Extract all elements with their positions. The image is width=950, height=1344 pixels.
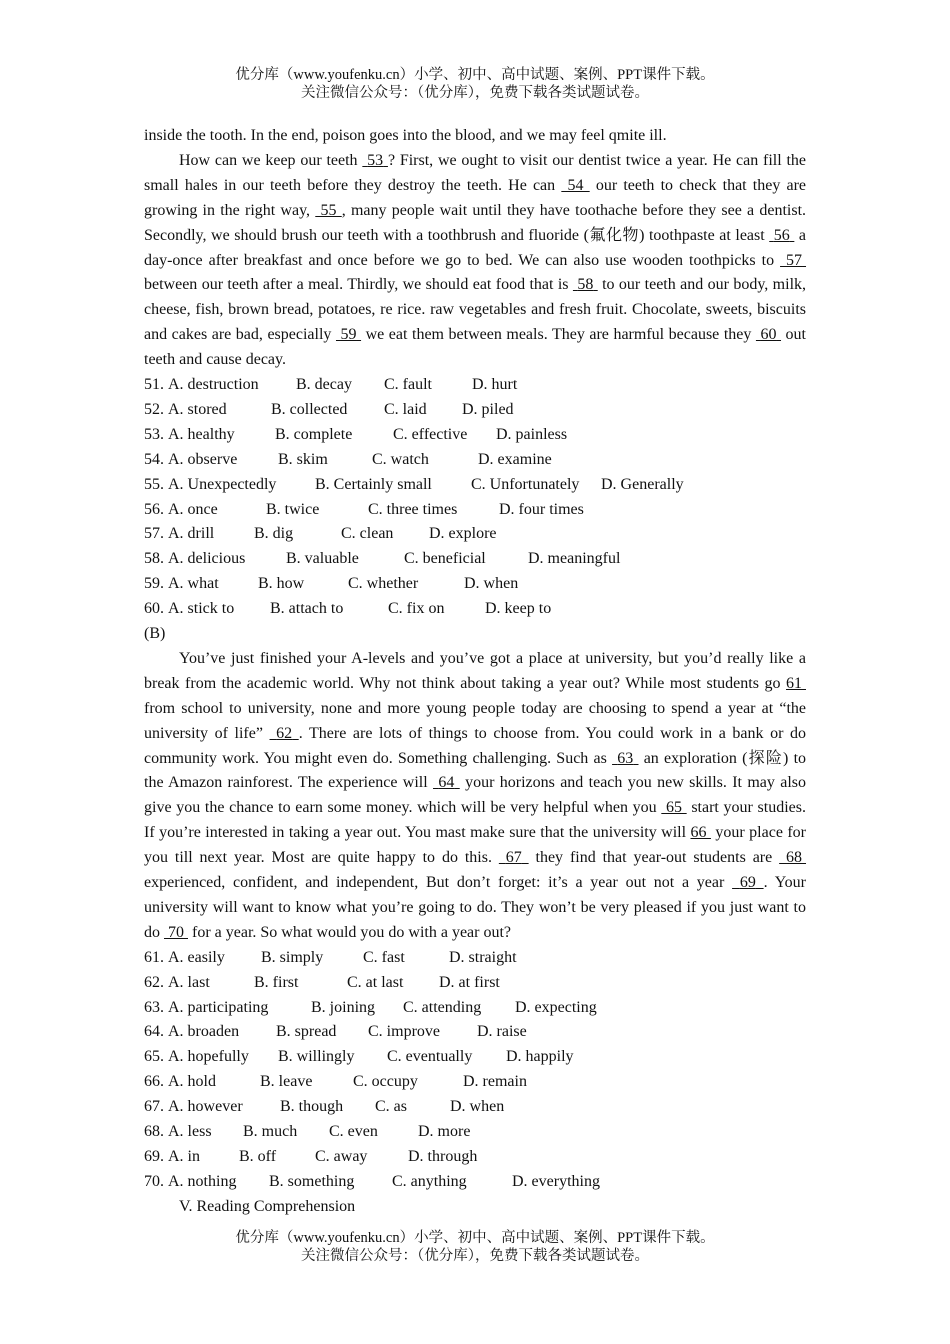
question-56-options — [144, 498, 806, 523]
option-b: B. much — [243, 1122, 298, 1140]
option-a: A. less — [168, 1122, 212, 1140]
option-a: A. what — [168, 575, 219, 593]
question-number: 56. — [144, 500, 164, 518]
text-run: . There are lots of things to choose from. You could work in a bank or do community work. You might even do. Something challenging. Such as — [144, 724, 806, 767]
question-59-options — [144, 572, 806, 597]
option-b: B. spread — [276, 1023, 337, 1041]
option-c: C. fix on — [388, 600, 445, 618]
option-d: D. explore — [429, 525, 497, 543]
option-a: A. however — [168, 1098, 243, 1116]
question-54-options — [144, 448, 806, 473]
passage-a-continuation: inside the tooth. In the end, poison goes into the blood, and we may feel qmite ill. — [144, 127, 667, 144]
question-63-options — [144, 996, 806, 1021]
passage-a-options — [144, 373, 806, 622]
option-a: A. nothing — [168, 1172, 237, 1190]
question-number: 68. — [144, 1122, 164, 1140]
page-footer — [0, 1229, 950, 1265]
page-header — [0, 66, 950, 102]
question-number: 69. — [144, 1147, 164, 1165]
option-b: B. simply — [261, 948, 324, 966]
question-number: 70. — [144, 1172, 164, 1190]
option-b: B. leave — [260, 1073, 313, 1091]
option-c: C. effective — [393, 425, 468, 443]
option-c: C. laid — [384, 400, 427, 418]
option-d: D. expecting — [515, 998, 597, 1016]
option-d: D. examine — [478, 450, 552, 468]
option-b: B. twice — [266, 500, 320, 518]
option-b: B. collected — [271, 400, 348, 418]
question-number: 67. — [144, 1098, 164, 1116]
question-number: 60. — [144, 600, 164, 618]
option-c: C. whether — [348, 575, 419, 593]
option-c: C. as — [375, 1098, 407, 1116]
option-d: D. keep to — [485, 600, 552, 618]
blank-61: 61 — [786, 674, 802, 692]
text-run: . Your university will want to know what you’re going to do. They won’t be very pleased if you just want to do — [144, 874, 807, 941]
text-run: an exploration (探险) to the Amazon rainforest. The experience will — [144, 749, 807, 792]
question-number: 62. — [144, 973, 164, 991]
text-run: your horizons and teach you new skills. It may also give you the chance to earn some money. which will be very helpful when you — [144, 774, 807, 817]
option-b: B. joining — [311, 998, 376, 1016]
option-a: A. stored — [168, 400, 227, 418]
option-a: A. observe — [168, 450, 238, 468]
option-d: D. four times — [499, 500, 584, 518]
option-b: B. skim — [278, 450, 328, 468]
option-a: A. Unexpectedly — [168, 475, 277, 493]
option-d: D. when — [464, 575, 519, 593]
option-b: B. though — [280, 1098, 344, 1116]
question-64-options — [144, 1020, 806, 1045]
option-b: B. attach to — [270, 600, 344, 618]
option-a: A. in — [168, 1147, 200, 1165]
option-b: B. Certainly small — [315, 475, 432, 493]
question-number: 59. — [144, 575, 164, 593]
text-run: between our teeth after a meal. Thirdly, we should eat food that is — [144, 276, 573, 294]
blank-65: 65 — [665, 799, 682, 817]
text-run: a day-once after breakfast and once before we go to bed. We can also use wooden toothpicks to — [144, 226, 806, 269]
question-66-options — [144, 1070, 806, 1095]
question-number: 51. — [144, 376, 164, 394]
option-c: C. improve — [368, 1023, 440, 1041]
option-a: A. drill — [168, 525, 215, 543]
text-run: from school to university, none and more young people today are choosing to spend a year at “the university of life” — [144, 699, 806, 742]
option-c: C. away — [315, 1147, 368, 1165]
header-line-1: 优分库（www.youfenku.cn）小学、初中、高中试题、案例、PPT课件下载。 — [235, 67, 715, 83]
blank-56: 56 — [773, 226, 790, 244]
option-d: D. meaningful — [528, 550, 621, 568]
option-b: B. decay — [296, 376, 352, 394]
option-b: B. dig — [254, 525, 294, 543]
option-a: A. stick to — [168, 600, 235, 618]
question-60-options — [144, 597, 806, 622]
question-number: 66. — [144, 1073, 164, 1091]
question-number: 63. — [144, 998, 164, 1016]
passage-b-label: (B) — [144, 624, 166, 642]
option-b: B. off — [239, 1147, 277, 1165]
text-run: they find that year-out students are — [528, 849, 780, 867]
document-body — [144, 124, 806, 1220]
blank-62: 62 — [276, 724, 293, 742]
option-d: D. straight — [449, 948, 517, 966]
footer-line-1: 优分库（www.youfenku.cn）小学、初中、高中试题、案例、PPT课件下载。 — [235, 1230, 715, 1246]
blank-59: 59 — [340, 326, 357, 344]
option-c: C. Unfortunately — [471, 475, 580, 493]
blank-60: 60 — [760, 326, 777, 344]
question-67-options — [144, 1095, 806, 1120]
option-a: A. once — [168, 500, 218, 518]
option-a: A. healthy — [168, 425, 235, 443]
question-number: 58. — [144, 550, 164, 568]
question-57-options — [144, 522, 806, 547]
option-c: C. watch — [372, 450, 429, 468]
blank-63: 63 — [617, 749, 634, 767]
question-number: 55. — [144, 475, 164, 493]
blank-53: 53 — [367, 151, 384, 169]
question-number: 54. — [144, 450, 164, 468]
option-c: C. eventually — [387, 1048, 473, 1066]
text-run: our teeth to check that they are growing in the right way, — [144, 176, 807, 219]
option-a: A. delicious — [168, 550, 246, 568]
option-d: D. happily — [506, 1048, 574, 1066]
option-c: C. attending — [403, 998, 482, 1016]
option-d: D. painless — [496, 425, 568, 443]
blank-67: 67 — [505, 849, 522, 867]
text-run: we eat them between meals. They are harmful because they — [361, 326, 756, 344]
passage-a-paragraph — [144, 149, 806, 373]
option-c: C. beneficial — [404, 550, 486, 568]
option-d: D. when — [450, 1098, 505, 1116]
option-c: C. at last — [347, 973, 404, 991]
blank-70: 70 — [168, 923, 184, 941]
question-51-options — [144, 373, 806, 398]
option-b: B. how — [258, 575, 305, 593]
question-70-options — [144, 1170, 806, 1195]
option-d: D. more — [418, 1122, 471, 1140]
question-number: 65. — [144, 1048, 164, 1066]
option-a: A. easily — [168, 948, 225, 966]
text-run: start your studies. If you’re interested in taking a year out. You mast make sure that the university will — [144, 799, 806, 842]
option-b: B. valuable — [286, 550, 359, 568]
footer-line-2: 关注微信公众号：（优分库），免费下载各类试题试卷。 — [301, 1248, 649, 1264]
option-c: C. occupy — [353, 1073, 418, 1091]
blank-64: 64 — [438, 774, 455, 792]
option-d: D. remain — [463, 1073, 527, 1091]
question-69-options — [144, 1145, 806, 1170]
option-c: C. fast — [363, 948, 405, 966]
question-number: 61. — [144, 948, 164, 966]
blank-57: 57 — [786, 251, 803, 269]
text-run: , many people wait until they have toothache before they see a dentist. Secondly, we should brush our teeth with a toothbrush and fluoride (氟化物) toothpaste at least — [144, 201, 807, 244]
text-run: You’ve just finished your A-levels and you’ve got a place at university, but you’d really like a break from the academic world. Why not think about taking a year out? While most students go — [144, 649, 806, 692]
option-d: D. hurt — [472, 376, 518, 394]
passage-b-options — [144, 946, 806, 1195]
text-run: to our teeth and our body, milk, cheese, fish, brown bread, potatoes, re rice. raw vegetables and fresh fruit. Chocolate, sweets, biscuits and cakes are bad, especially — [144, 276, 807, 344]
option-c: C. even — [329, 1122, 378, 1140]
blank-68: 68 — [786, 849, 803, 867]
option-b: B. something — [269, 1172, 355, 1190]
option-c: C. clean — [341, 525, 394, 543]
blank-66: 66 — [690, 824, 707, 842]
option-d: D. Generally — [601, 475, 684, 493]
option-b: B. complete — [275, 425, 353, 443]
option-a: A. last — [168, 973, 210, 991]
text-run: out teeth and cause decay. — [144, 326, 807, 369]
option-d: D. at first — [439, 973, 500, 991]
option-a: A. destruction — [168, 376, 259, 394]
blank-55: 55 — [320, 201, 337, 219]
question-62-options — [144, 971, 806, 996]
option-c: C. anything — [392, 1172, 467, 1190]
header-line-2: 关注微信公众号：（优分库），免费下载各类试题试卷。 — [301, 85, 649, 101]
question-53-options — [144, 423, 806, 448]
text-run: your place for you till next year. Most are quite happy to do this. — [144, 824, 807, 867]
question-58-options — [144, 547, 806, 572]
option-d: D. piled — [462, 400, 514, 418]
section-v-title: V. Reading Comprehension — [179, 1197, 356, 1215]
question-52-options — [144, 398, 806, 423]
option-c: C. fault — [384, 376, 432, 394]
question-number: 52. — [144, 400, 164, 418]
text-run: ? First, we ought to visit our dentist twice a year. He can fill the small hales in our teeth before they destroy the teeth. He can — [144, 151, 807, 194]
passage-b-paragraph — [144, 647, 806, 946]
question-61-options — [144, 946, 806, 971]
question-number: 64. — [144, 1023, 164, 1041]
blank-54: 54 — [567, 176, 584, 194]
option-b: B. willingly — [278, 1048, 355, 1066]
blank-69: 69 — [739, 874, 756, 892]
option-b: B. first — [254, 973, 299, 991]
option-c: C. three times — [368, 500, 458, 518]
blank-58: 58 — [577, 276, 594, 294]
question-number: 57. — [144, 525, 164, 543]
text-run: for a year. So what would you do with a year out? — [188, 923, 512, 941]
question-68-options — [144, 1120, 806, 1145]
text-run: experienced, confident, and independent, But don’t forget: it’s a year out not a year — [144, 874, 733, 892]
question-65-options — [144, 1045, 806, 1070]
option-d: D. everything — [512, 1172, 600, 1190]
question-number: 53. — [144, 425, 164, 443]
option-a: A. participating — [168, 998, 269, 1016]
option-a: A. hopefully — [168, 1048, 249, 1066]
question-55-options — [144, 473, 806, 498]
text-run: How can we keep our teeth — [179, 151, 363, 169]
option-d: D. raise — [477, 1023, 527, 1041]
option-d: D. through — [408, 1147, 478, 1165]
option-a: A. hold — [168, 1073, 216, 1091]
option-a: A. broaden — [168, 1023, 240, 1041]
